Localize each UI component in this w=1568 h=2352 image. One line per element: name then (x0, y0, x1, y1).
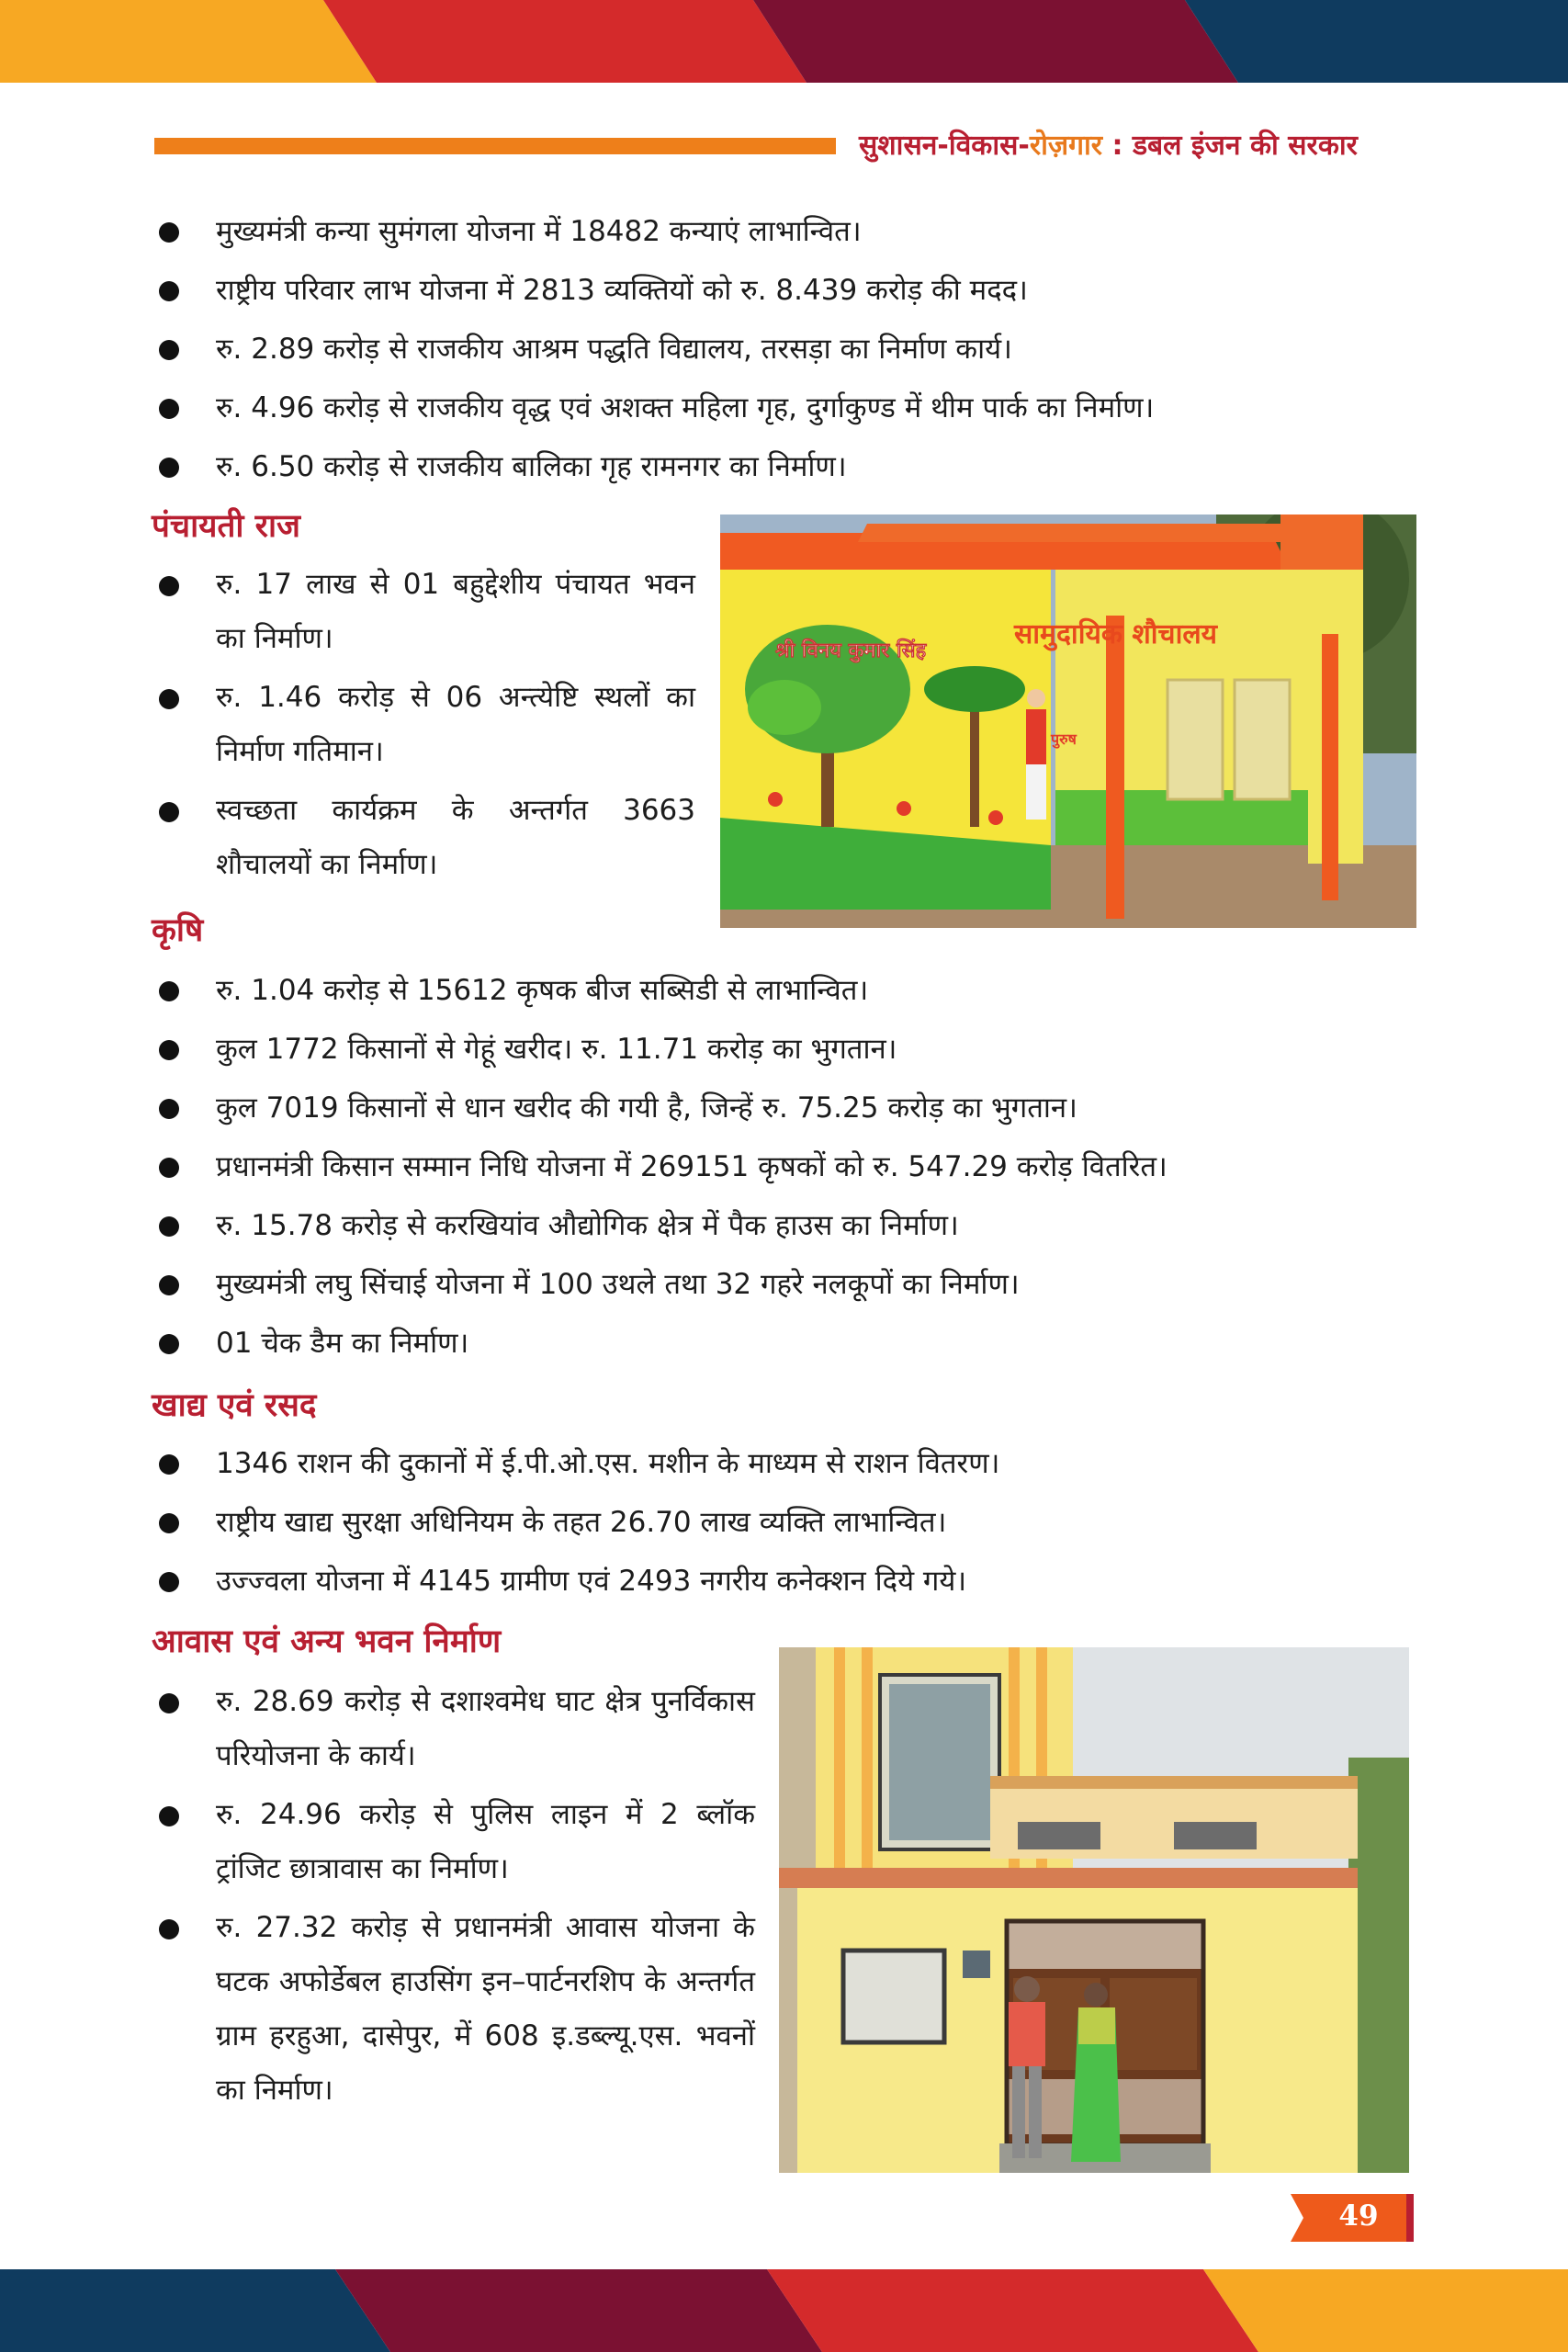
list-item: राष्ट्रीय परिवार लाभ योजना में 2813 व्यक्तियों को रु. 8.439 करोड़ की मदद। (152, 261, 1154, 320)
panchayati-bullet-list (152, 558, 695, 897)
section-title-panchayati: पंचायती राज (152, 507, 301, 545)
list-item: कुल 7019 किसानों से धान खरीद की गयी है, जिन्हें रु. 75.25 करोड़ का भुगतान। (152, 1079, 1168, 1137)
header-sep-2: - (1018, 130, 1030, 162)
krishi-bullet-list (152, 961, 1168, 1373)
list-item: मुख्यमंत्री कन्या सुमंगला योजना में 18482 कन्याएं लाभान्वित। (152, 202, 1154, 261)
list-item: स्वच्छता कार्यक्रम के अन्तर्गत 3663 शौचालयों का निर्माण। (152, 784, 695, 892)
list-item: रु. 24.96 करोड़ से पुलिस लाइन में 2 ब्लॉक ट्रांजिट छात्रावास का निर्माण। (152, 1788, 755, 1896)
list-item: रु. 17 लाख से 01 बहुद्देशीय पंचायत भवन का निर्माण। (152, 558, 695, 666)
header-word-3: रोज़गार (1029, 130, 1103, 162)
list-item: रु. 4.96 करोड़ से राजकीय वृद्ध एवं अशक्त महिला गृह, दुर्गाकुण्ड में थीम पार्क का निर्माण। (152, 379, 1154, 437)
header-word-2: विकास (948, 130, 1019, 162)
list-item: रु. 2.89 करोड़ से राजकीय आश्रम पद्धति विद्यालय, तरसड़ा का निर्माण कार्य। (152, 320, 1154, 379)
community-toilet-photo (720, 514, 1416, 928)
band-yellow-segment (0, 0, 377, 83)
intro-bullet-list (152, 202, 1154, 496)
band-navy-segment (1185, 0, 1568, 83)
band-navy-segment (0, 2269, 390, 2352)
bottom-color-band (0, 2269, 1568, 2352)
list-item: 1346 राशन की दुकानों में ई.पी.ओ.एस. मशीन के माध्यम से राशन वितरण। (152, 1434, 999, 1493)
band-red-segment (767, 2269, 1258, 2352)
list-item: रु. 6.50 करोड़ से राजकीय बालिका गृह रामनगर का निर्माण। (152, 437, 1154, 496)
header-word-1: सुशासन (859, 130, 938, 162)
header-rule (154, 138, 836, 154)
awas-bullet-list (152, 1675, 755, 2122)
band-yellow-segment (1203, 2269, 1568, 2352)
list-item: रु. 1.04 करोड़ से 15612 कृषक बीज सब्सिडी से लाभान्वित। (152, 961, 1168, 1020)
list-item: रु. 15.78 करोड़ से करखियांव औद्योगिक क्षेत्र में पैक हाउस का निर्माण। (152, 1196, 1168, 1255)
header-word-4: : डबल इंजन की सरकार (1102, 130, 1358, 162)
top-color-band (0, 0, 1568, 83)
list-item: कुल 1772 किसानों से गेहूं खरीद। रु. 11.71 करोड़ का भुगतान। (152, 1020, 1168, 1079)
band-maroon-segment (753, 0, 1238, 83)
header-sep-1: - (937, 130, 949, 162)
list-item: राष्ट्रीय खाद्य सुरक्षा अधिनियम के तहत 26.70 लाख व्यक्ति लाभान्वित। (152, 1493, 999, 1552)
section-title-krishi: कृषि (152, 911, 204, 949)
band-red-segment (323, 0, 807, 83)
list-item: 01 चेक डैम का निर्माण। (152, 1314, 1168, 1373)
list-item: रु. 27.32 करोड़ से प्रधानमंत्री आवास योजना के घटक अफोर्डेबल हाउसिंग इन–पार्टनरशिप के अन्तर्गत ग्राम हरहुआ, दासेपुर, में 608 इ.डब्ल्यू.एस. भवनों का निर्माण। (152, 1901, 755, 2118)
list-item: रु. 28.69 करोड़ से दशाश्वमेध घाट क्षेत्र पुनर्विकास परियोजना के कार्य। (152, 1675, 755, 1783)
khadya-bullet-list (152, 1434, 999, 1611)
page-number-label: 49 (1338, 2199, 1379, 2233)
wall-caption-toilet: सामुदायिक शौचालय (1014, 618, 1218, 650)
housing-photo (779, 1647, 1409, 2173)
list-item: प्रधानमंत्री किसान सम्मान निधि योजना में 269151 कृषकों को रु. 547.29 करोड़ वितरित। (152, 1137, 1168, 1196)
running-header (859, 125, 1419, 163)
list-item: उज्ज्वला योजना में 4145 ग्रामीण एवं 2493 नगरीय कनेक्शन दिये गये। (152, 1552, 999, 1611)
section-title-awas: आवास एवं अन्य भवन निर्माण (152, 1623, 502, 1660)
wall-caption-purush: पुरुष (1051, 730, 1077, 748)
section-title-khadya: खाद्य एवं रसद (152, 1386, 317, 1424)
wall-caption-name: श्री विनय कुमार सिंह (775, 639, 927, 662)
list-item: मुख्यमंत्री लघु सिंचाई योजना में 100 उथले तथा 32 गहरे नलकूपों का निर्माण। (152, 1255, 1168, 1314)
band-maroon-segment (335, 2269, 822, 2352)
list-item: रु. 1.46 करोड़ से 06 अन्त्येष्टि स्थलों का निर्माण गतिमान। (152, 671, 695, 779)
page-number (1281, 2194, 1408, 2242)
